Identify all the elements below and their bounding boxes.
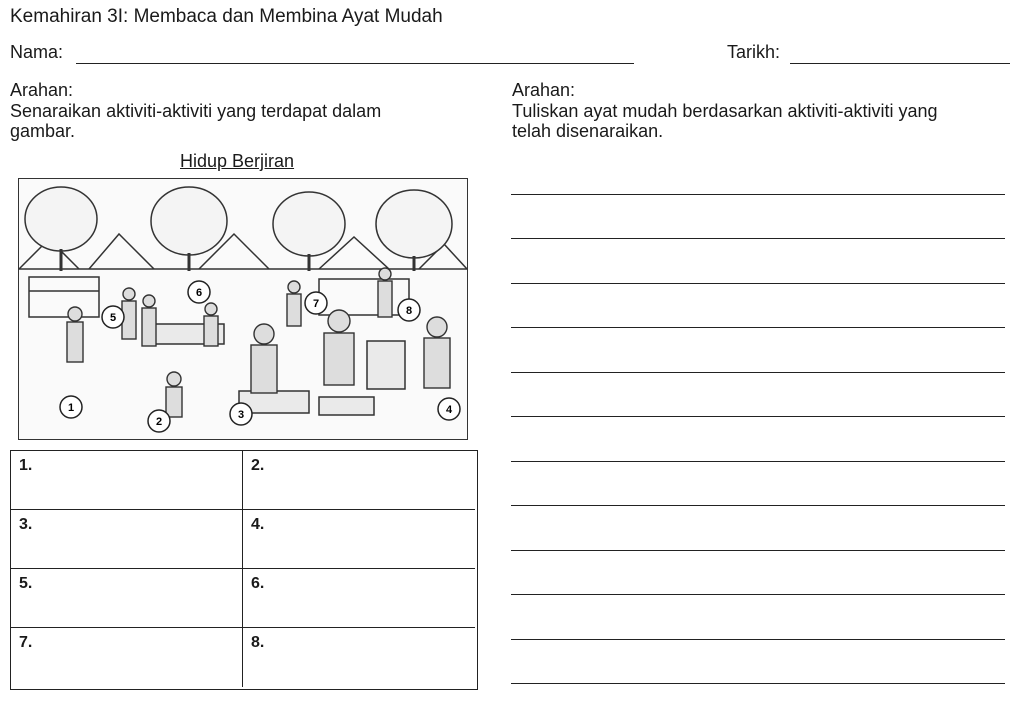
sentence-line-5[interactable] [511,372,1005,373]
answer-cell-2[interactable] [243,451,475,510]
marker-3: 3 [237,409,245,421]
sentence-line-2[interactable] [511,238,1005,239]
left-instruction-line1: Senaraikan aktiviti-aktiviti yang terdapat dalam [10,101,382,121]
answer-cell-8[interactable] [243,628,475,687]
answer-cell-7[interactable] [11,628,243,687]
answer-cell-3[interactable] [11,510,243,569]
answer-cell-label: 8. [251,634,265,651]
answer-cell-label: 1. [19,457,33,474]
worksheet-title: Kemahiran 3I: Membaca dan Membina Ayat Mudah [10,6,443,27]
sentence-line-1[interactable] [511,194,1005,195]
marker-4: 4 [445,404,453,416]
answer-cell-5[interactable] [11,569,243,628]
sentence-line-12[interactable] [511,683,1005,684]
answer-cell-label: 7. [19,634,33,651]
sentence-line-4[interactable] [511,327,1005,328]
sentence-line-7[interactable] [511,461,1005,462]
marker-8: 8 [405,305,413,317]
neighbourhood-illustration [18,178,468,440]
sentence-line-10[interactable] [511,594,1005,595]
answer-cell-label: 4. [251,516,265,533]
date-field[interactable] [790,63,1010,64]
marker-1: 1 [67,402,75,414]
answer-grid [10,450,478,690]
answer-cell-label: 2. [251,457,265,474]
sentence-line-11[interactable] [511,639,1005,640]
name-label: Nama: [10,42,64,62]
answer-cell-label: 3. [19,516,33,533]
answer-cell-label: 5. [19,575,33,592]
sentence-line-6[interactable] [511,416,1005,417]
answer-cell-label: 6. [251,575,265,592]
sentence-line-8[interactable] [511,505,1005,506]
answer-cell-6[interactable] [243,569,475,628]
answer-cell-4[interactable] [243,510,475,569]
sentence-line-3[interactable] [511,283,1005,284]
picture-title: Hidup Berjiran [180,151,295,171]
marker-5: 5 [109,312,117,324]
left-heading: Arahan: [10,80,74,100]
marker-6: 6 [195,287,203,299]
right-instruction-line1: Tuliskan ayat mudah berdasarkan aktiviti-aktiviti yang [512,101,938,121]
marker-2: 2 [155,416,163,428]
name-field[interactable] [76,63,634,64]
right-heading: Arahan: [512,80,576,100]
answer-cell-1[interactable] [11,451,243,510]
date-label: Tarikh: [727,42,781,62]
right-instruction-line2: telah disenaraikan. [512,121,664,141]
marker-7: 7 [312,298,320,310]
sentence-line-9[interactable] [511,550,1005,551]
left-instruction-line2: gambar. [10,121,76,141]
